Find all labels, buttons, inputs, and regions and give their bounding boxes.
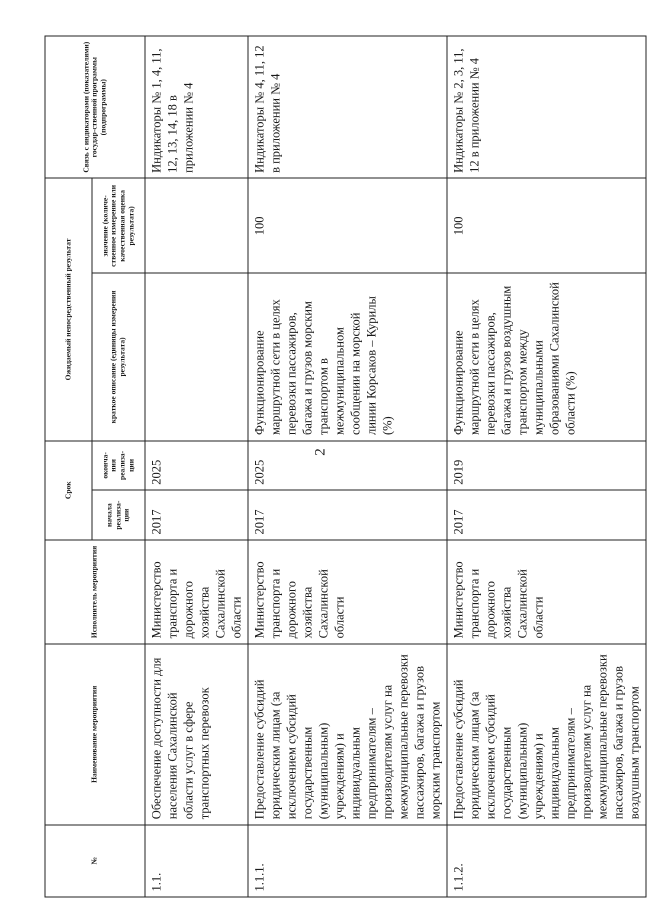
header-term-start: начала реализа-ции [92, 490, 145, 540]
cell-start: 2017 [447, 490, 646, 540]
page-number: 2 [312, 448, 329, 456]
document-sheet [45, 36, 642, 898]
cell-executor: Министерство транспорта и дорожного хозяйства Сахалинской области [248, 540, 447, 644]
header-num: № [45, 825, 145, 897]
cell-link: Индикаторы № 4, 11, 12 в приложении № 4 [248, 36, 447, 178]
cell-link: Индикаторы № 1, 4, 11, 12, 13, 14, 18 в приложении № 4 [145, 36, 248, 178]
header-result: Ожидаемый непосредственный результат [45, 178, 92, 440]
header-link: Связь с индикаторами (показателями) государ-ственной программы (подпрограммы) [45, 36, 145, 178]
cell-end: 2019 [447, 441, 646, 491]
table-row [248, 36, 447, 897]
cell-end: 2025 [248, 441, 447, 491]
cell-result-desc: Функционирование маршрутной сети в целях перевозки пассажиров, багажа и грузов воздушным транспортом между муниципальными образованиями Сахалинской области (%) [447, 273, 646, 440]
cell-name: Предоставление субсидий юридическим лицам (за исключением субсидий государственным (муниципальным) учреждениям) и индивидуальным предпринимателям – производителям услуг на межмуниципальные перевозки пассажиров, багажа и грузов воздушным транспортом [447, 644, 646, 825]
header-name: Наименование мероприятия [45, 644, 145, 825]
cell-num: 1.1.2. [447, 825, 646, 897]
cell-result-value [145, 178, 248, 273]
cell-name: Обеспечение доступности для населения Сахалинской области услуг в сфере транспортных перевозок [145, 644, 248, 825]
cell-start: 2017 [248, 490, 447, 540]
table-row [145, 36, 248, 897]
cell-end: 2025 [145, 441, 248, 491]
cell-link: Индикаторы № 2, 3, 11, 12 в приложении № 4 [447, 36, 646, 178]
table-header-row [45, 36, 92, 897]
cell-start: 2017 [145, 490, 248, 540]
header-term-end: оконча-ния реализа-ции [92, 441, 145, 491]
cell-result-value: 100 [248, 178, 447, 273]
header-result-value: значение (количе-ственное измерение или качественная оценка результата) [92, 178, 145, 273]
table-row [447, 36, 646, 897]
cell-result-desc: Функционирование маршрутной сети в целях перевозки пассажиров, багажа и грузов морским транспортом в межмуниципальном сообщении на морской линии Корсаков – Курилы (%) [248, 273, 447, 440]
cell-result-value: 100 [447, 178, 646, 273]
cell-num: 1.1. [145, 825, 248, 897]
cell-name: Предоставление субсидий юридическим лицам (за исключением субсидий государственным (муниципальным) учреждениям) и индивидуальным предпринимателям – производителям услуг на межмуниципальные перевозки пассажиров, багажа и грузов морским транспортом [248, 644, 447, 825]
measures-table [45, 36, 647, 898]
cell-executor: Министерство транспорта и дорожного хозяйства Сахалинской области [145, 540, 248, 644]
header-executor: Исполнитель мероприятия [45, 540, 145, 644]
cell-result-desc [145, 273, 248, 440]
cell-executor: Министерство транспорта и дорожного хозяйства Сахалинской области [447, 540, 646, 644]
header-result-desc: краткое описание (единицы измерения результата) [92, 273, 145, 440]
header-term: Срок [45, 441, 92, 540]
cell-num: 1.1.1. [248, 825, 447, 897]
